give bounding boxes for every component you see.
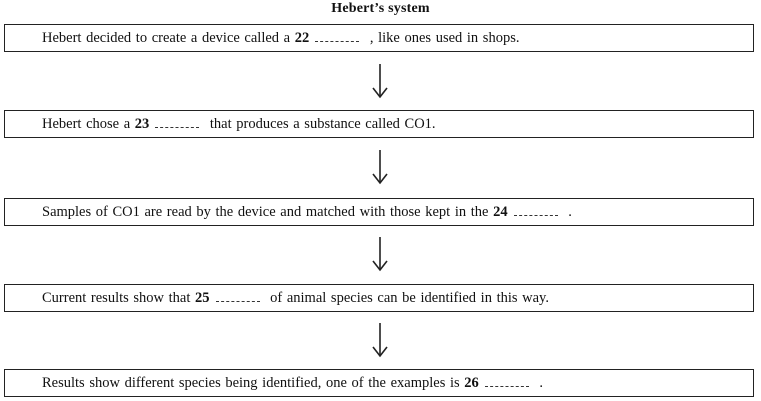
step-text-after: that produces a substance called CO1. [209,116,436,132]
step-text-before: Hebert decided to create a device called a [42,30,291,46]
step-text-before: Results show different species being identified, one of the examples is [42,375,460,391]
flow-step-4 [4,284,754,312]
arrow-down-icon [368,322,392,358]
step-text-after: of animal species can be identified in this way. [270,290,549,306]
step-text-after: . [568,204,572,220]
question-number: 23 [134,116,150,132]
question-number: 25 [195,290,210,306]
answer-blank[interactable] [155,115,199,128]
step-text-before: Hebert chose a [42,116,131,132]
step-text-before: Current results show that [42,290,191,306]
flow-step-3 [4,198,754,226]
flow-step-1 [4,24,754,52]
question-number: 22 [294,30,310,46]
flow-step-2 [4,110,754,138]
step-text-before: Samples of CO1 are read by the device and matched with those kept in the [42,204,489,220]
arrow-down-icon [368,63,392,99]
answer-blank[interactable] [315,29,359,42]
step-text-after: , like ones used in shops. [369,30,520,46]
diagram-title: Hebert’s system [331,1,430,16]
step-text-after: . [539,375,544,391]
question-number: 24 [493,204,508,220]
answer-blank[interactable] [485,374,529,387]
question-number: 26 [464,375,479,391]
answer-blank[interactable] [514,203,558,216]
arrow-down-icon [368,149,392,185]
arrow-down-icon [368,236,392,272]
answer-blank[interactable] [216,289,260,302]
flow-step-5 [4,369,754,397]
